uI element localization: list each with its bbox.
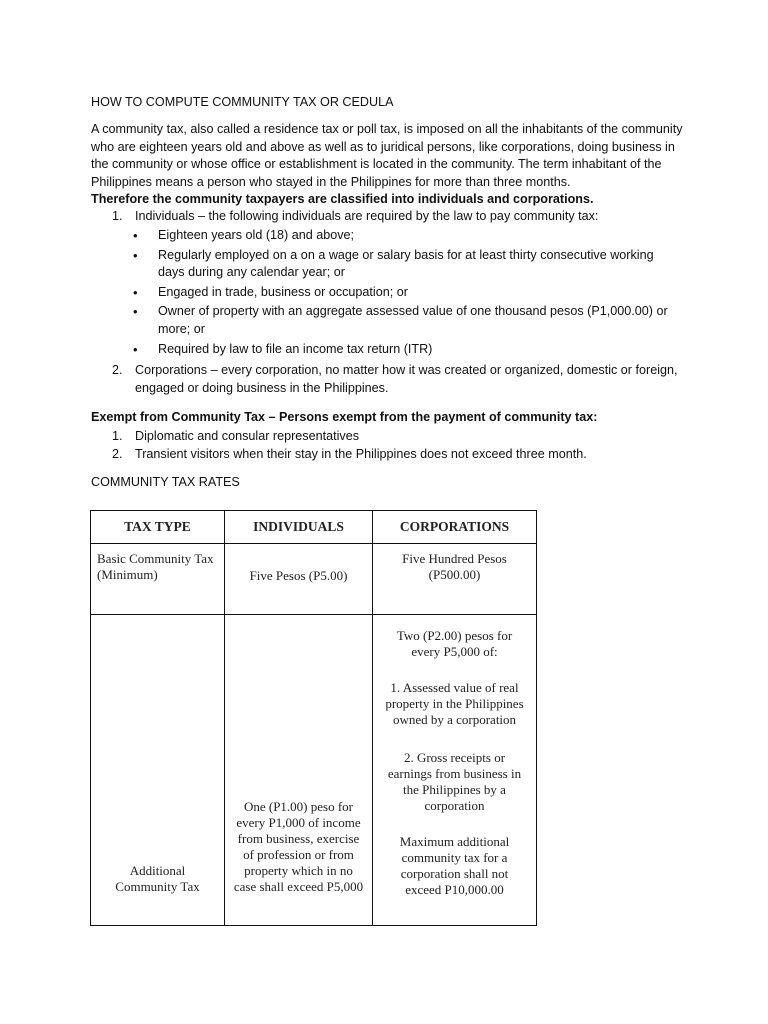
- column-header: CORPORATIONS: [373, 511, 537, 544]
- cell-text: Two (P2.00) pesos for every P5,000 of:: [396, 628, 513, 659]
- tax-type-label: Additional Community Tax: [115, 863, 200, 894]
- bullet-item: [91, 247, 691, 282]
- bullet-item: [91, 341, 691, 359]
- individuals-text: Individuals – the following individuals are required by the law to pay community tax:: [135, 209, 599, 223]
- intro-paragraph: [91, 121, 691, 209]
- bullet-text: Engaged in trade, business or occupation; or: [158, 284, 408, 299]
- list-number: 1.: [112, 209, 123, 223]
- tax-type-label: Basic Community Tax (Minimum): [97, 551, 214, 582]
- column-header: TAX TYPE: [91, 511, 225, 544]
- bullet-icon: •: [133, 284, 138, 300]
- exempt-text: Transient visitors when their stay in the Philippines does not exceed three month.: [135, 446, 587, 461]
- cell-text: Five Pesos (P5.00): [249, 568, 348, 583]
- exempt-heading: Exempt from Community Tax – Persons exempt from the payment of community tax:: [91, 410, 598, 424]
- corporations-list: [91, 362, 681, 397]
- rates-heading: COMMUNITY TAX RATES: [91, 475, 240, 489]
- column-header: INDIVIDUALS: [225, 511, 373, 544]
- list-item: [91, 446, 681, 464]
- intro-classification: Therefore the community taxpayers are classified into individuals and corporations.: [91, 192, 594, 207]
- corporations-additional-block: [373, 615, 536, 898]
- bullet-text: Owner of property with an aggregate assessed value of one thousand pesos (P1,000.00) or more; or: [158, 304, 668, 336]
- cell-text: Maximum additional community tax for a corporation shall not exceed P10,000.00: [399, 834, 510, 897]
- cell-text: 1. Assessed value of real property in the Philippines owned by a corporation: [385, 680, 524, 727]
- list-item: [91, 208, 681, 226]
- intro-text: A community tax, also called a residence tax or poll tax, is imposed on all the inhabitants of the community who are eighteen years old and above as well as to juridical persons, like corporations, doing business in the community or whose office or establishment is located in the community. The term inhabitant of the Philippines means a person who stayed in the Philippines for more than three months.: [91, 122, 683, 189]
- list-number: 2.: [112, 446, 123, 461]
- bullet-item: [91, 284, 691, 302]
- table-cell: [225, 615, 373, 926]
- bullet-item: [91, 227, 691, 245]
- exempt-text: Diplomatic and consular representatives: [135, 429, 360, 443]
- cell-text: 2. Gross receipts or earnings from business in the Philippines by a corporation: [387, 750, 522, 813]
- table-header-row: [91, 511, 537, 544]
- table-cell: [225, 544, 373, 615]
- table-row: [91, 544, 537, 615]
- bullet-icon: •: [133, 228, 138, 243]
- bullet-text: Regularly employed on a on a wage or salary basis for at least thirty consecutive working days during any calendar year; or: [158, 247, 654, 280]
- bullet-icon: •: [133, 247, 138, 263]
- table-row: [91, 615, 537, 926]
- page-title: HOW TO COMPUTE COMMUNITY TAX OR CEDULA: [91, 95, 394, 109]
- bullet-item: [91, 303, 691, 338]
- bullet-icon: •: [133, 304, 138, 320]
- list-item: [91, 362, 681, 397]
- tax-rates-table: [90, 510, 537, 926]
- individuals-bullet-list: [91, 227, 691, 360]
- list-item: [91, 428, 681, 446]
- bullet-text: Required by law to file an income tax return (ITR): [158, 341, 433, 356]
- bullet-text: Eighteen years old (18) and above;: [158, 228, 355, 242]
- bullet-icon: •: [133, 341, 138, 357]
- exempt-list: [91, 428, 681, 463]
- table-cell: [91, 615, 225, 926]
- list-number: 2.: [112, 363, 123, 377]
- list-number: 1.: [112, 429, 123, 443]
- table-cell: [373, 544, 537, 615]
- cell-text: One (P1.00) peso for every P1,000 of income from business, exercise of profession or from property which in no case shall exceed P5,000: [233, 799, 364, 894]
- table-cell: [91, 544, 225, 615]
- table-cell: [373, 615, 537, 926]
- taxpayer-classes-list: [91, 208, 681, 226]
- cell-text: Five Hundred Pesos (P500.00): [402, 551, 507, 582]
- corporations-text: Corporations – every corporation, no matter how it was created or organized, domestic or foreign, engaged or doing business in the Philippines.: [135, 363, 678, 395]
